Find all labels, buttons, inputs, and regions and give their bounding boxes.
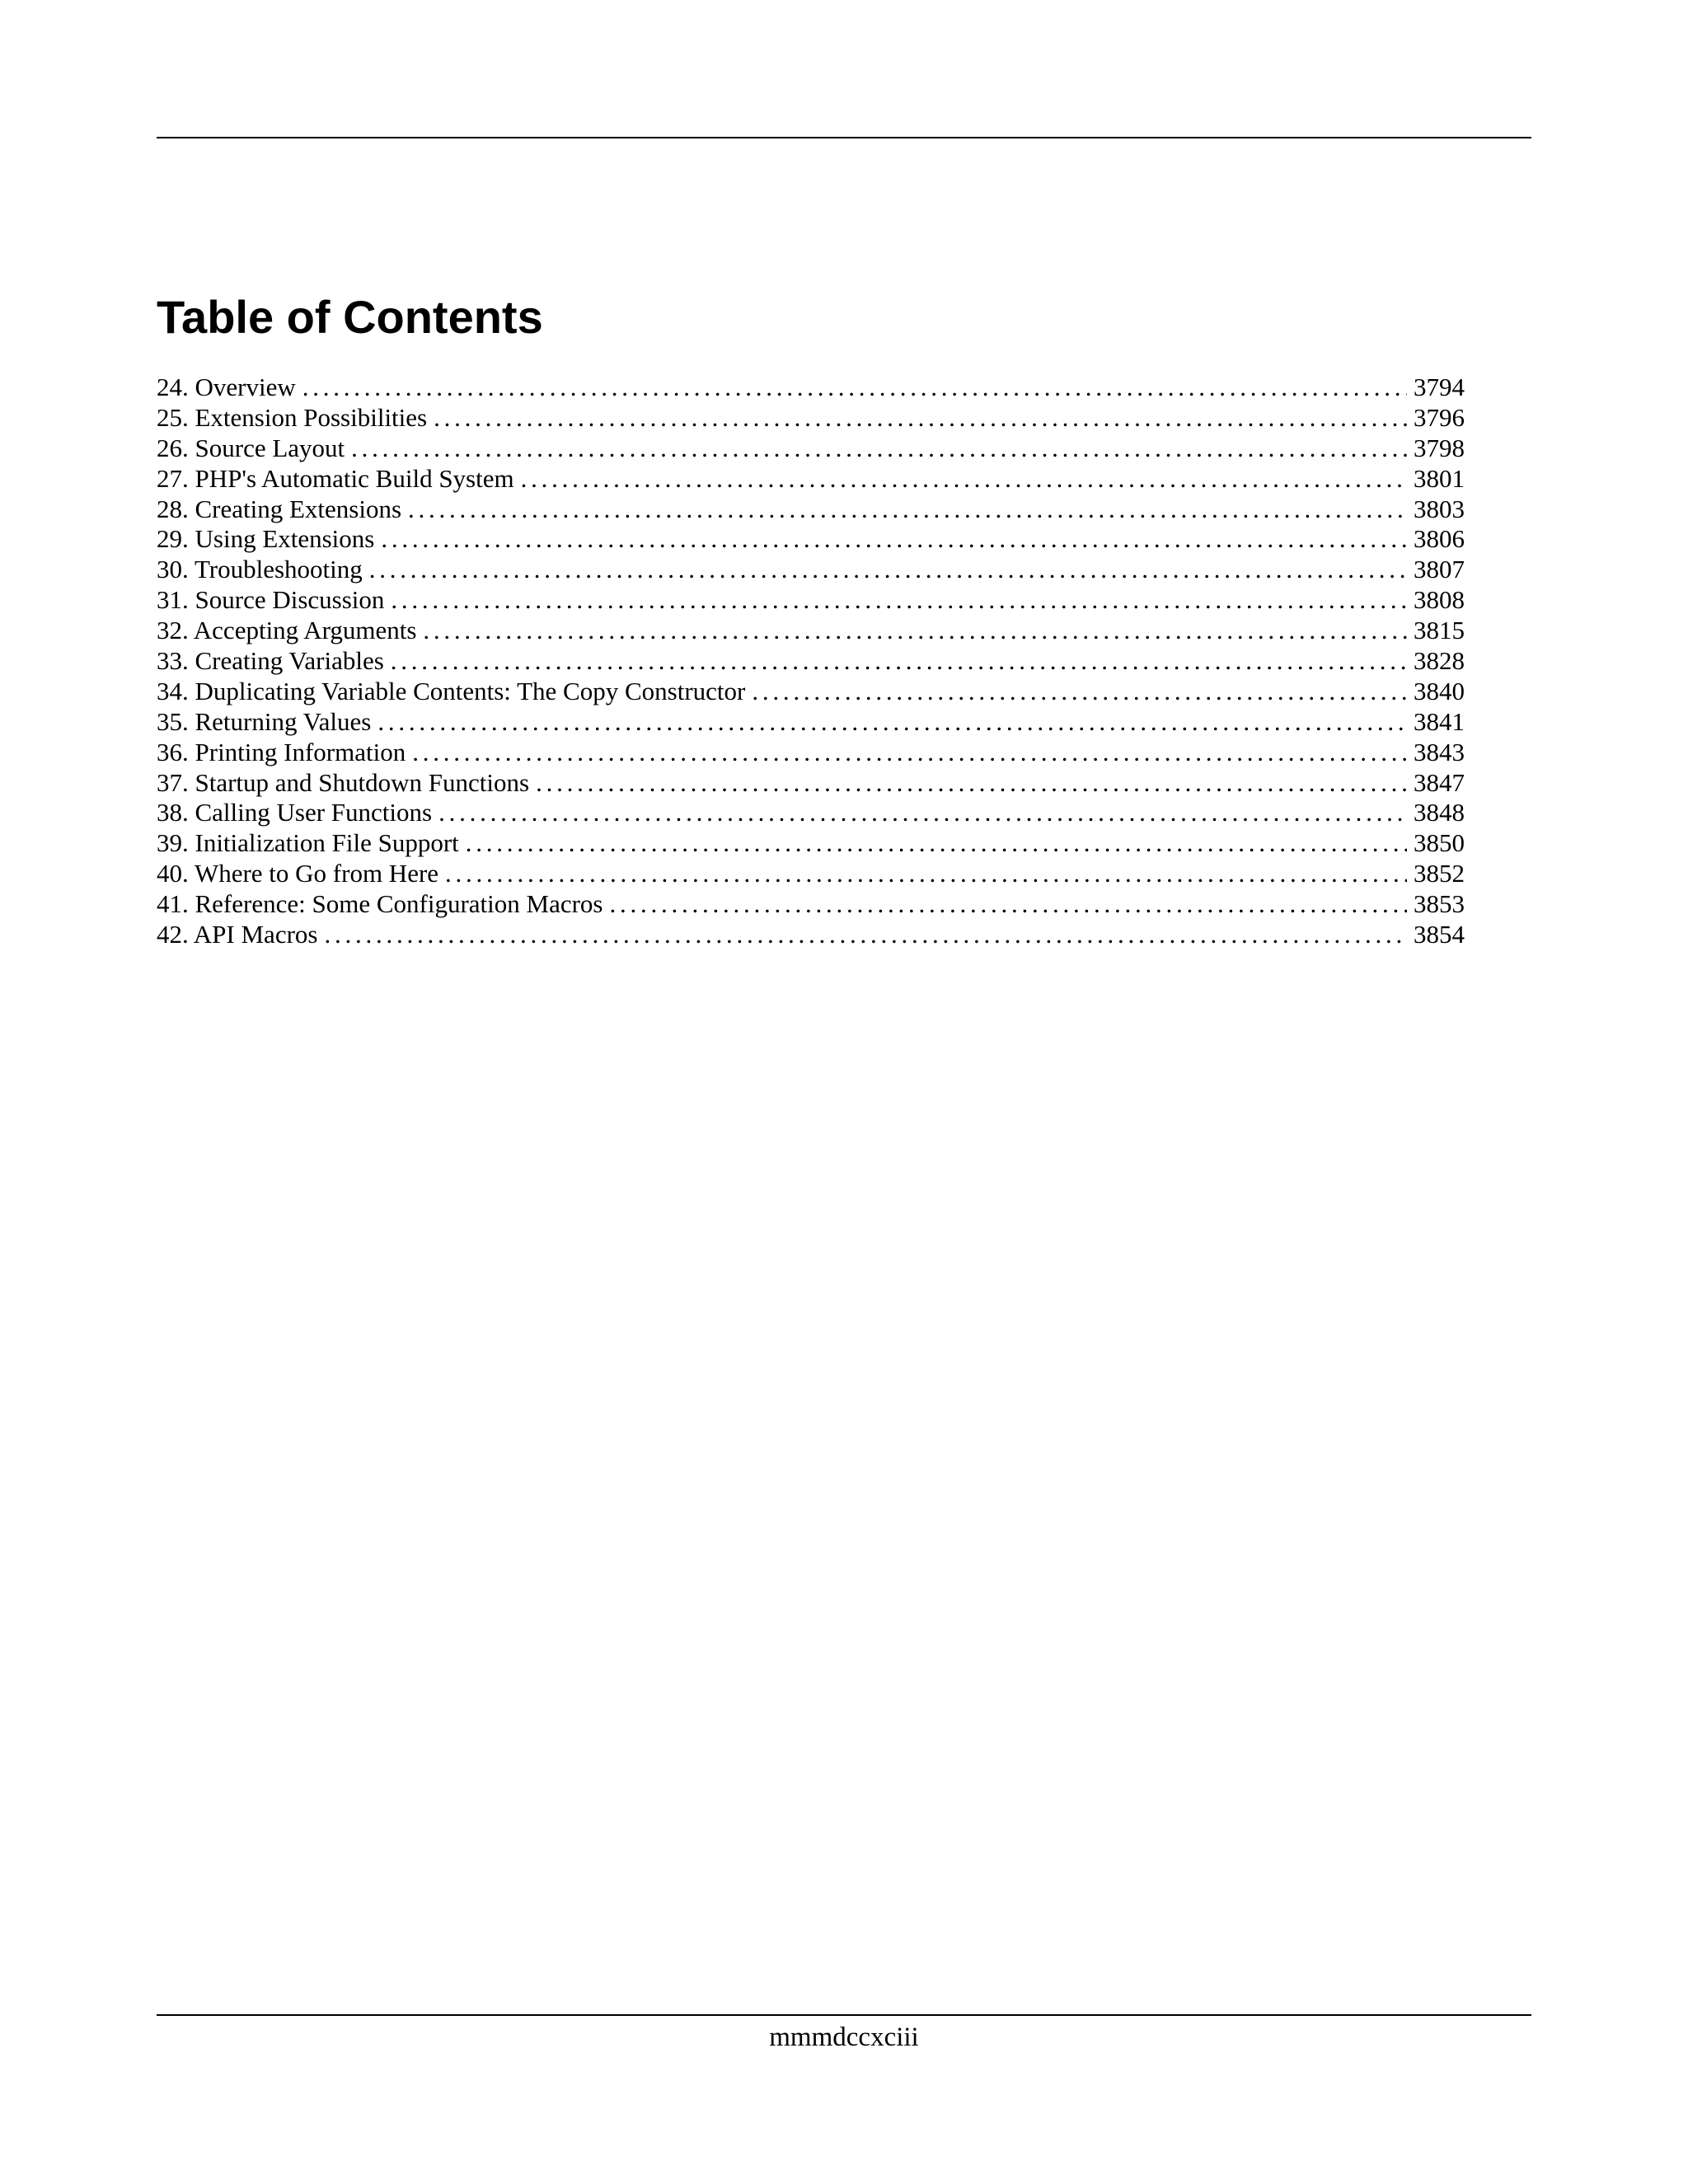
toc-entry-page: 3806: [1414, 524, 1465, 554]
toc-entry[interactable]: [157, 585, 1465, 616]
toc-entry[interactable]: [157, 828, 1465, 859]
toc-entry-label: 25. Extension Possibilities: [157, 402, 428, 432]
toc-leader-dots: [391, 585, 1407, 616]
toc-leader-dots: [381, 524, 1407, 555]
toc-entry-page: 3854: [1414, 920, 1465, 949]
toc-leader-dots: [445, 859, 1407, 889]
toc-entry-label: 38. Calling User Functions: [157, 798, 433, 827]
toc-entry[interactable]: [157, 889, 1465, 920]
toc-entry-page: 3794: [1414, 373, 1465, 401]
toc-entry-label: 40. Where to Go from Here: [157, 859, 439, 888]
toc-entry[interactable]: [157, 646, 1465, 677]
toc-leader-dots: [377, 707, 1407, 738]
toc-entry[interactable]: [157, 524, 1465, 555]
toc-entry-page: 3798: [1414, 433, 1465, 462]
toc-entry-page: 3828: [1414, 646, 1465, 676]
toc-leader-dots: [610, 889, 1408, 920]
toc-entry[interactable]: [157, 768, 1465, 799]
toc-entry-page: 3847: [1414, 767, 1465, 797]
toc-leader-dots: [369, 555, 1407, 585]
toc-entry[interactable]: [157, 555, 1465, 585]
toc-entry[interactable]: [157, 859, 1465, 889]
toc-entry-page: 3807: [1414, 555, 1465, 584]
toc-leader-dots: [408, 494, 1407, 525]
toc-entry-label: 36. Printing Information: [157, 737, 406, 766]
toc-leader-dots: [521, 464, 1407, 494]
toc-entry-label: 26. Source Layout: [157, 433, 345, 462]
toc-leader-dots: [434, 403, 1407, 434]
toc-entry-page: 3852: [1414, 859, 1465, 888]
toc-entry-page: 3803: [1414, 494, 1465, 523]
toc-entry-label: 33. Creating Variables: [157, 646, 384, 676]
toc-entry[interactable]: [157, 677, 1465, 707]
page-title: Table of Contents: [157, 291, 543, 343]
toc-entry-label: 35. Returning Values: [157, 706, 372, 736]
toc-entry-page: 3815: [1414, 616, 1465, 645]
toc-entry[interactable]: [157, 494, 1465, 525]
toc-entry[interactable]: [157, 798, 1465, 828]
toc-entry-label: 28. Creating Extensions: [157, 494, 402, 523]
toc-leader-dots: [423, 616, 1407, 646]
toc-entry[interactable]: [157, 434, 1465, 464]
toc-leader-dots: [324, 920, 1407, 950]
toc-entry-label: 41. Reference: Some Configuration Macros: [157, 889, 603, 919]
toc-entry-page: 3841: [1414, 706, 1465, 736]
toc-leader-dots: [536, 768, 1407, 799]
toc-leader-dots: [302, 373, 1407, 403]
toc-entry-page: 3848: [1414, 798, 1465, 827]
toc-entry-label: 39. Initialization File Support: [157, 828, 459, 858]
footer-rule: [157, 2014, 1531, 2016]
toc-entry-page: 3801: [1414, 463, 1465, 493]
toc-entry-label: 32. Accepting Arguments: [157, 616, 417, 645]
toc-entry[interactable]: [157, 616, 1465, 646]
toc-entry[interactable]: [157, 403, 1465, 434]
toc-entry-label: 42. API Macros: [157, 920, 318, 949]
toc-leader-dots: [466, 828, 1407, 859]
toc-entry[interactable]: [157, 738, 1465, 768]
toc-leader-dots: [438, 798, 1407, 828]
toc-entry[interactable]: [157, 920, 1465, 950]
toc-leader-dots: [752, 677, 1407, 707]
toc-entry[interactable]: [157, 373, 1465, 403]
toc-entry-page: 3840: [1414, 676, 1465, 705]
header-rule: [157, 137, 1531, 138]
toc-entry-label: 31. Source Discussion: [157, 585, 385, 615]
toc-entry-page: 3808: [1414, 585, 1465, 615]
toc-entry-label: 34. Duplicating Variable Contents: The Copy Constructor: [157, 676, 746, 705]
toc-entry-label: 27. PHP's Automatic Build System: [157, 463, 514, 493]
toc-entry-label: 29. Using Extensions: [157, 524, 375, 554]
table-of-contents: [157, 373, 1465, 950]
toc-entry[interactable]: [157, 707, 1465, 738]
toc-leader-dots: [412, 738, 1407, 768]
toc-entry-page: 3850: [1414, 828, 1465, 858]
toc-entry-label: 37. Startup and Shutdown Functions: [157, 767, 530, 797]
toc-entry[interactable]: [157, 464, 1465, 494]
toc-entry-page: 3796: [1414, 402, 1465, 432]
toc-entry-label: 30. Troubleshooting: [157, 555, 363, 584]
toc-entry-page: 3843: [1414, 737, 1465, 766]
toc-entry-page: 3853: [1414, 889, 1465, 919]
toc-leader-dots: [391, 646, 1407, 677]
toc-entry-label: 24. Overview: [157, 373, 296, 401]
footer-page-number: mmmdccxciii: [769, 2022, 919, 2052]
toc-leader-dots: [351, 434, 1407, 464]
